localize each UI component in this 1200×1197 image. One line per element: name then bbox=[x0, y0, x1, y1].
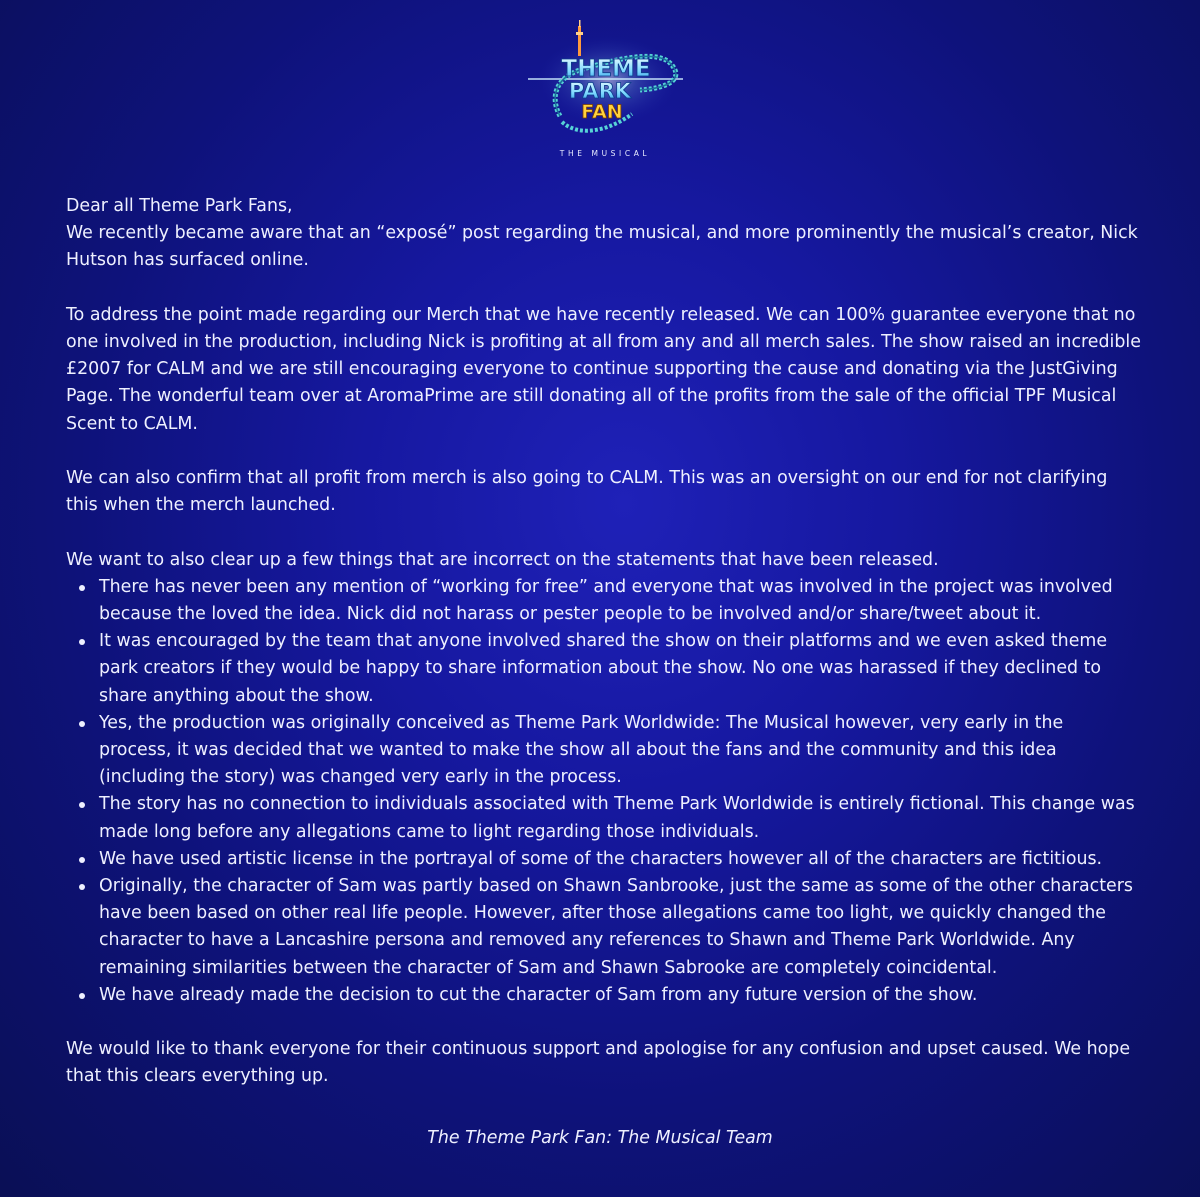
greeting: Dear all Theme Park Fans, bbox=[66, 196, 293, 216]
list-item: We have already made the decision to cut the character of Sam from any future version of the show. bbox=[99, 982, 1141, 1009]
list-item: Yes, the production was originally conceived as Theme Park Worldwide: The Musical however, very early in the process, it was decided that we wanted to make the show all about the fans and the community and this idea (including the story) was changed very early in the process. bbox=[99, 710, 1141, 792]
list-item: Originally, the character of Sam was partly based on Shawn Sanbrooke, just the same as some of the other characters have been based on other real life people. However, after those allegations came too light, we quickly changed the character to have a Lancashire persona and removed any references to Shawn and Theme Park Worldwide. Any remaining similarities between the character of Sam and Shawn Sabrooke are completely coincidental. bbox=[99, 873, 1141, 982]
clarification-list bbox=[66, 574, 1141, 1009]
statement-letter bbox=[66, 193, 1141, 1091]
paragraph-expose: We recently became aware that an “exposé” post regarding the musical, and more prominently the musical’s creator, Nick Hutson has surfaced online. bbox=[66, 223, 1138, 271]
signoff: The Theme Park Fan: The Musical Team bbox=[427, 1128, 773, 1148]
list-item: It was encouraged by the team that anyone involved shared the show on their platforms and we even asked theme park creators if they would be happy to share information about the show. No one was harassed if they declined to share anything about the show. bbox=[99, 628, 1141, 710]
logo-word-theme: THEME bbox=[561, 56, 651, 82]
list-intro: We want to also clear up a few things that are incorrect on the statements that have been released. bbox=[66, 549, 939, 570]
logo-emblem bbox=[520, 18, 690, 148]
closing-paragraph: We would like to thank everyone for their continuous support and apologise for any confusion and upset caused. We hope that this clears everything up. bbox=[66, 1039, 1131, 1087]
paragraph-calm: We can also confirm that all profit from merch is also going to CALM. This was an oversight on our end for not clarifying this when the merch launched. bbox=[66, 468, 1108, 516]
theme-park-fan-logo bbox=[520, 18, 690, 163]
logo-word-fan: FAN bbox=[581, 101, 623, 123]
list-item: The story has no connection to individuals associated with Theme Park Worldwide is entirely fictional. This change was made long before any allegations came to light regarding those individuals. bbox=[99, 791, 1141, 845]
list-item: We have used artistic license in the portrayal of some of the characters however all of the characters are fictitious. bbox=[99, 846, 1141, 873]
logo-subtitle: THE MUSICAL bbox=[559, 149, 651, 158]
logo-word-park: PARK bbox=[568, 79, 632, 103]
paragraph-merch: To address the point made regarding our Merch that we have recently released. We can 100% guarantee everyone that no one involved in the production, including Nick is profiting at all from any and all merch sales. The show raised an incredible £2007 for CALM and we are still encouraging everyone to continue supporting the cause and donating via the JustGiving Page. The wonderful team over at AromaPrime are still donating all of the profits from the sale of the official TPF Musical Scent to CALM. bbox=[66, 304, 1141, 434]
list-item: There has never been any mention of “working for free” and everyone that was involved in the project was involved because the loved the idea. Nick did not harass or pester people to be involved and/or share/tweet about it. bbox=[99, 574, 1141, 628]
